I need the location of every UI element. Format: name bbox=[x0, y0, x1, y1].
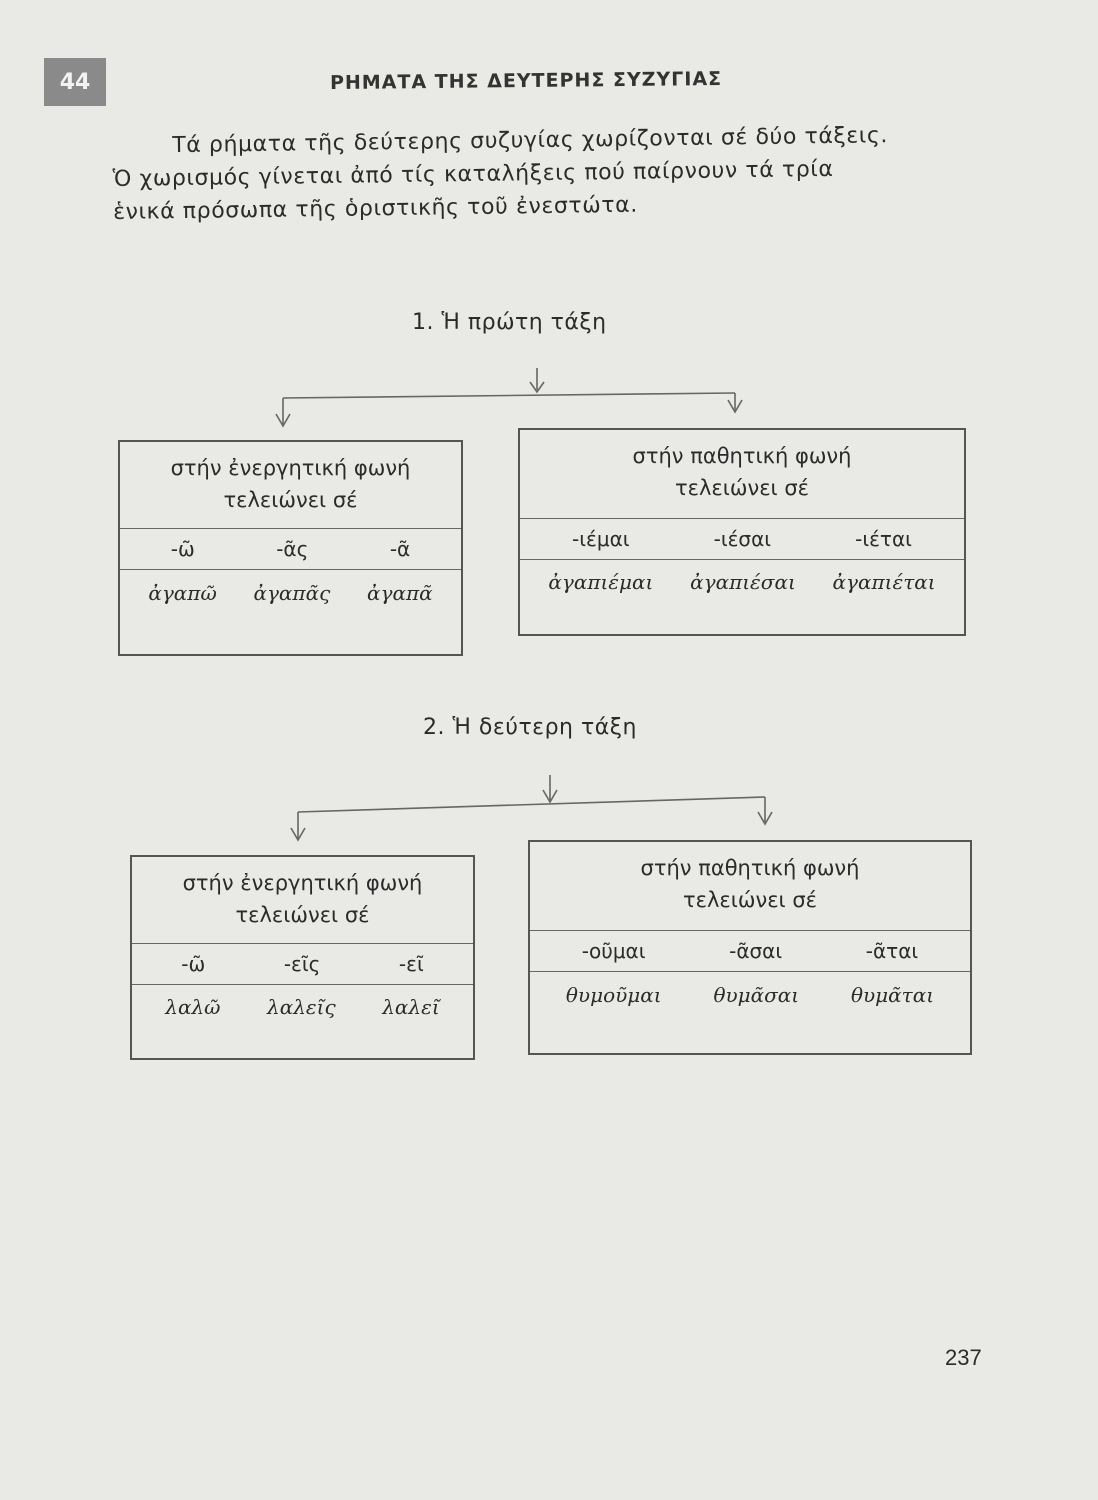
box-header bbox=[520, 430, 964, 504]
box-header-line: στήν ἐνεργητική φωνή bbox=[182, 871, 423, 895]
examples-row bbox=[530, 971, 970, 1018]
box-header bbox=[132, 857, 473, 931]
endings-row bbox=[132, 943, 473, 984]
endings-row bbox=[520, 518, 964, 559]
example-word: ἀγαπιέμαι bbox=[548, 570, 654, 594]
ending: -ιέσαι bbox=[713, 527, 772, 551]
intro-line: ἑνικά πρόσωπα τῆς ὁριστικῆς τοῦ ἐνεστώτα. bbox=[112, 192, 639, 225]
intro-line: Τά ρήματα τῆς δεύτερης συζυγίας χωρίζονται σέ δύο τάξεις. bbox=[172, 123, 889, 159]
second-class-passive-box bbox=[528, 840, 972, 1055]
section-heading-1: 1. Ἡ πρώτη τάξη bbox=[412, 310, 607, 335]
box-header-line: τελειώνει σέ bbox=[223, 488, 358, 512]
ending: -οῦμαι bbox=[581, 939, 646, 963]
example-word: θυμοῦμαι bbox=[565, 983, 662, 1007]
example-word: ἀγαπιέσαι bbox=[690, 570, 796, 594]
example-word: λαλεῖ bbox=[382, 995, 440, 1019]
ending: -ιέται bbox=[855, 527, 912, 551]
examples-row bbox=[120, 569, 461, 616]
examples-row bbox=[132, 984, 473, 1029]
box-header-line: τελειώνει σέ bbox=[675, 476, 809, 500]
section-heading-2: 2. Ἡ δεύτερη τάξη bbox=[423, 715, 637, 740]
intro-line: Ὁ χωρισμός γίνεται ἀπό τίς καταλήξεις πού παίρνουν τά τρία bbox=[112, 156, 834, 192]
examples-row bbox=[520, 559, 964, 604]
ending: -εῖς bbox=[283, 952, 321, 976]
box-header bbox=[120, 442, 461, 516]
ending: -ῶ bbox=[170, 537, 195, 561]
example-word: θυμᾶσαι bbox=[713, 983, 800, 1007]
example-word: λαλῶ bbox=[165, 995, 221, 1019]
endings-row bbox=[530, 930, 970, 971]
second-class-active-box bbox=[130, 855, 475, 1060]
first-class-passive-box bbox=[518, 428, 966, 636]
example-word: ἀγαπιέται bbox=[832, 570, 936, 594]
ending: -ᾶσαι bbox=[729, 939, 783, 963]
box-header-line: στήν ἐνεργητική φωνή bbox=[170, 456, 411, 480]
box-header bbox=[530, 842, 970, 916]
box-header-line: στήν παθητική φωνή bbox=[632, 444, 852, 468]
example-word: ἀγαπᾶς bbox=[253, 581, 331, 605]
page-number: 237 bbox=[945, 1345, 982, 1370]
ending: -ᾶς bbox=[276, 537, 309, 561]
box-header-line: στήν παθητική φωνή bbox=[640, 856, 860, 880]
ending: -ιέμαι bbox=[572, 527, 630, 551]
page-badge: 44 bbox=[44, 58, 106, 106]
box-header-line: τελειώνει σέ bbox=[683, 888, 817, 912]
ending: -ῶ bbox=[181, 952, 206, 976]
first-class-active-box bbox=[118, 440, 463, 656]
page-title: ΡΗΜΑΤΑ ΤΗΣ ΔΕΥΤΕΡΗΣ ΣΥΖΥΓΙΑΣ bbox=[329, 67, 723, 95]
ending: -ᾶ bbox=[389, 537, 411, 561]
example-word: θυμᾶται bbox=[850, 983, 935, 1007]
ending: -ᾶται bbox=[865, 939, 919, 963]
endings-row bbox=[120, 528, 461, 569]
example-word: ἀγαπῶ bbox=[148, 581, 217, 605]
example-word: ἀγαπᾶ bbox=[367, 581, 433, 605]
box-header-line: τελειώνει σέ bbox=[235, 903, 370, 927]
example-word: λαλεῖς bbox=[267, 995, 336, 1019]
ending: -εῖ bbox=[398, 952, 424, 976]
